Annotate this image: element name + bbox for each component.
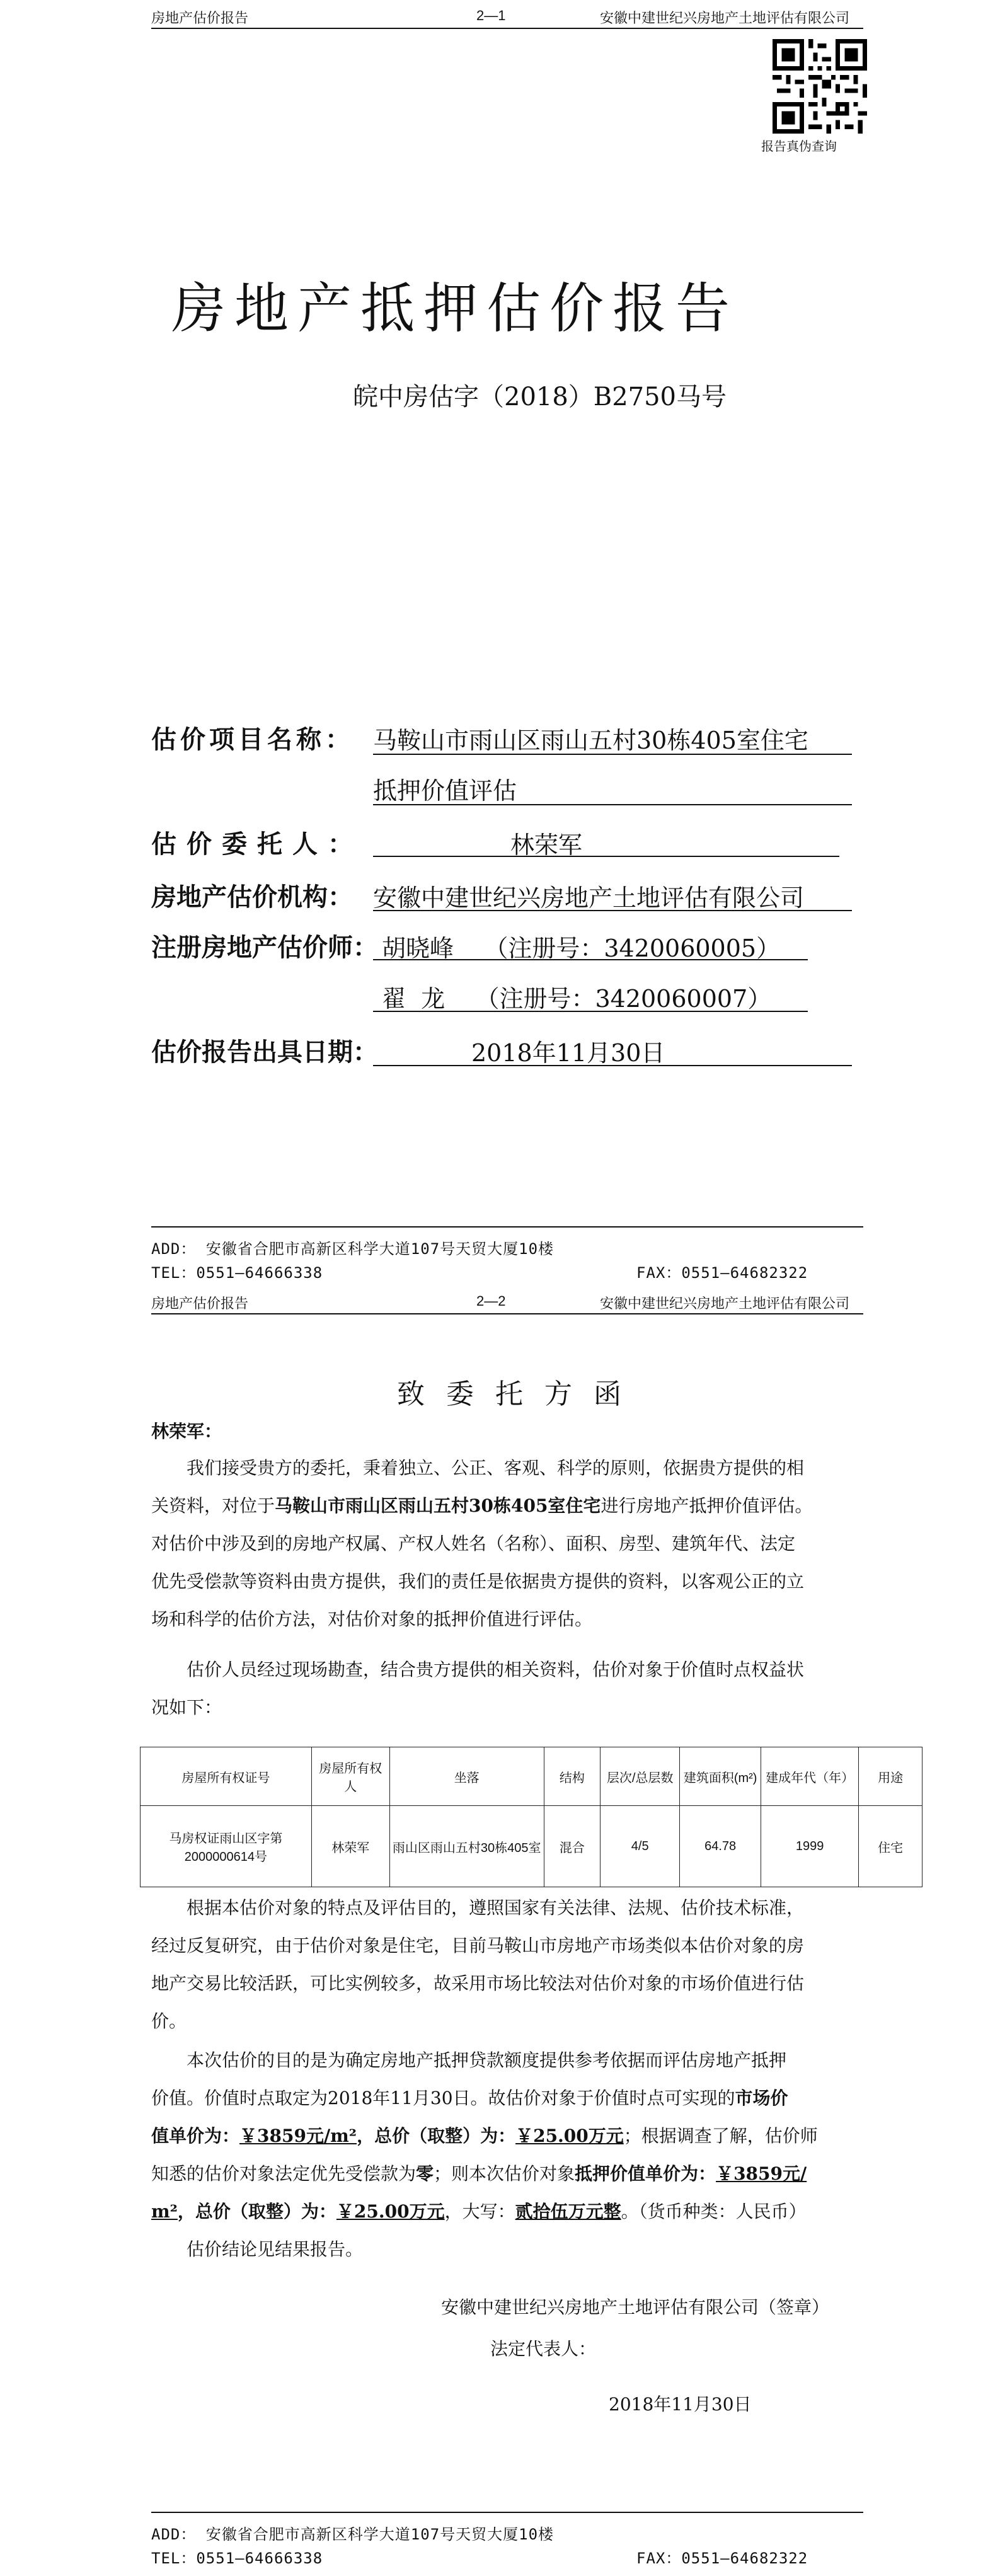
paragraph-2 [151, 1651, 870, 1727]
footer-fax: FAX：0551—64682322 [636, 2550, 808, 2567]
footer-rule [151, 1226, 863, 1228]
p4-line-1: 本次估价的目的是为确定房地产抵押贷款额度提供参考依据而评估房地产抵押 [187, 2050, 787, 2071]
table-cell: 住宅 [859, 1806, 922, 1887]
report-number: 皖中房估字（2018）B2750马号 [353, 382, 727, 411]
table-cell: 雨山区雨山五村30栋405室 [389, 1806, 544, 1887]
table-row [141, 1806, 922, 1887]
project-name-label: 估价项目名称： [151, 726, 354, 754]
table-header-cell: 用途 [859, 1747, 922, 1806]
p3-line-1: 根据本估价对象的特点及评估目的，遵照国家有关法律、法规、估价技术标准， [187, 1897, 805, 1918]
appraiser-label: 注册房地产估价师： [151, 934, 378, 962]
agency-label: 房地产估价机构： [151, 883, 353, 911]
header-right: 安徽中建世纪兴房地产土地评估有限公司 [600, 1296, 850, 1311]
table-cell: 1999 [761, 1806, 858, 1887]
paragraph-4 [151, 2042, 870, 2268]
p3-line-3: 地产交易比较活跃，可比实例较多，故采用市场比较法对估价对象的市场价值进行估 [151, 1973, 805, 1994]
p3-line-4: 价。 [151, 2011, 187, 2032]
table-header-cell: 建成年代（年） [761, 1747, 858, 1806]
signature-company: 安徽中建世纪兴房地产土地评估有限公司（签章） [441, 2297, 830, 2318]
report-date-label: 估价报告出具日期： [151, 1038, 378, 1066]
p4-line-3: 值单价为：￥3859元/m²，总价（取整）为：￥25.00万元；根据调查了解，估价师 [151, 2125, 818, 2146]
p4-line-2: 价值。价值时点取定为2018年11月30日。故估价对象于价值时点可实现的市场价 [151, 2088, 788, 2108]
p1-line-4: 优先受偿款等资料由贵方提供，我们的责任是依据贵方提供的资料，以客观公正的立 [151, 1571, 805, 1592]
table-header-cell: 建筑面积(m²) [680, 1747, 761, 1806]
client-value: 林荣军 [510, 831, 583, 859]
project-underline-1 [373, 754, 852, 755]
report-date-underline [373, 1065, 852, 1066]
legal-representative: 法定代表人： [490, 2338, 597, 2359]
p1-line-3: 对估价中涉及到的房地产权属、产权人姓名（名称）、面积、房型、建筑年代、法定 [151, 1533, 796, 1554]
p1-line-2: 关资料，对位于马鞍山市雨山区雨山五村30栋405室住宅进行房地产抵押价值评估。 [151, 1495, 813, 1516]
header-rule [151, 28, 863, 29]
table-cell: 马房权证雨山区字第2000000614号 [141, 1806, 312, 1887]
footer-address: ADD： 安徽省合肥市高新区科学大道107号天贸大厦10楼 [151, 2526, 555, 2543]
footer-tel: TEL：0551—64666338 [151, 2550, 323, 2567]
p5-line-1: 估价结论见结果报告。 [187, 2239, 364, 2260]
header-rule [151, 1313, 863, 1314]
table-header-cell: 坐落 [389, 1747, 544, 1806]
p1-line-1: 我们接受贵方的委托，秉着独立、公正、客观、科学的原则，依据贵方提供的相 [187, 1458, 805, 1478]
paragraph-3 [151, 1889, 870, 2040]
client-label: 估价委托人： [151, 831, 363, 858]
table-cell: 林荣军 [311, 1806, 389, 1887]
footer-address: ADD： 安徽省合肥市高新区科学大道107号天贸大厦10楼 [151, 1240, 555, 1258]
table-header-row [141, 1747, 922, 1806]
agency-value: 安徽中建世纪兴房地产土地评估有限公司 [373, 884, 805, 912]
property-table [140, 1747, 922, 1887]
agency-underline [373, 910, 852, 911]
table-header-cell: 房屋所有权人 [311, 1747, 389, 1806]
header-left: 房地产估价报告 [151, 1296, 249, 1311]
header-right: 安徽中建世纪兴房地产土地评估有限公司 [600, 10, 850, 26]
p3-line-2: 经过反复研究，由于估价对象是住宅，目前马鞍山市房地产市场类似本估价对象的房 [151, 1935, 805, 1956]
project-underline-2 [373, 804, 852, 805]
report-date-value: 2018年11月30日 [471, 1039, 665, 1067]
appraiser-2: 翟 龙 （注册号：3420060007） [382, 985, 772, 1013]
p4-line-5: m²，总价（取整）为：￥25.00万元，大写：贰拾伍万元整。（货币种类：人民币） [151, 2201, 807, 2222]
footer-tel: TEL：0551—64666338 [151, 1264, 323, 1282]
appraiser-underline-1 [373, 959, 808, 960]
paragraph-1 [151, 1449, 870, 1638]
client-underline [373, 856, 839, 857]
report-title: 房地产抵押估价报告 [171, 277, 739, 340]
table-header-cell: 层次/总层数 [601, 1747, 680, 1806]
header-left: 房地产估价报告 [151, 10, 249, 26]
table-cell: 混合 [544, 1806, 600, 1887]
appraiser-1: 胡晓峰 （注册号：3420060005） [382, 934, 781, 962]
header-page-number: 2—1 [476, 8, 506, 23]
table-header-cell: 结构 [544, 1747, 600, 1806]
appraiser-underline-2 [373, 1011, 808, 1012]
footer-rule [151, 2512, 863, 2513]
p2-line-1: 估价人员经过现场勘查，结合贵方提供的相关资料，估价对象于价值时点权益状 [187, 1659, 805, 1680]
footer-fax: FAX：0551—64682322 [636, 1264, 808, 1282]
qr-caption: 报告真伪查询 [761, 140, 837, 154]
table-header-cell: 房屋所有权证号 [141, 1747, 312, 1806]
project-name-value-2: 抵押价值评估 [373, 777, 517, 805]
letter-title: 致委托方函 [397, 1378, 643, 1410]
qr-code-icon[interactable] [773, 39, 867, 134]
project-name-value: 马鞍山市雨山区雨山五村30栋405室住宅 [373, 727, 808, 754]
table-cell: 4/5 [601, 1806, 680, 1887]
salutation: 林荣军： [151, 1421, 222, 1442]
p1-line-5: 场和科学的估价方法，对估价对象的抵押价值进行评估。 [151, 1609, 593, 1630]
p2-line-2: 况如下： [151, 1697, 222, 1718]
table-cell: 64.78 [680, 1806, 761, 1887]
p4-line-4: 知悉的估价对象法定优先受偿款为零；则本次估价对象抵押价值单价为：￥3859元/ [151, 2163, 807, 2184]
signature-date: 2018年11月30日 [609, 2394, 752, 2415]
header-page-number: 2—2 [476, 1293, 506, 1309]
